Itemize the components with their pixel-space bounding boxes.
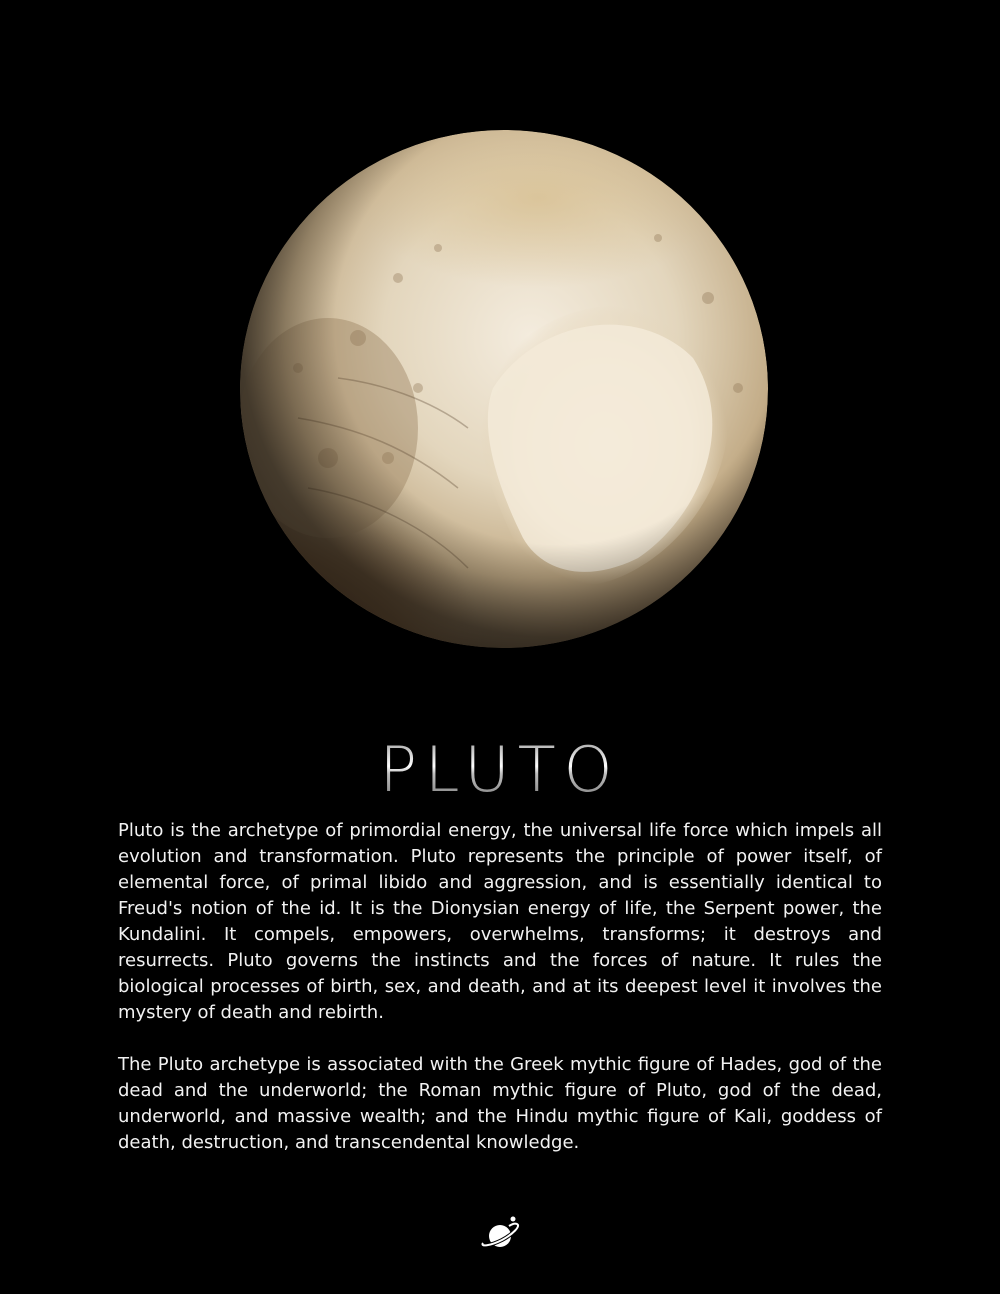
description-text (118, 818, 882, 1156)
description-paragraph: Pluto is the archetype of primordial energy, the universal life force which impels all evolution and transformation. Pluto represents the principle of power itself, of elemental force, of primal libido and aggression, and is essentially identical to Freud's notion of the id. It is the Dionysian energy of life, the Serpent power, the Kundalini. It compels, empowers, overwhelms, transforms; it destroys and resurrects. Pluto governs the instincts and the forces of nature. It rules the biological processes of birth, sex, and death, and at its deepest level it involves the mystery of death and rebirth. (118, 820, 882, 1023)
planet-icon (480, 1215, 520, 1253)
pluto-image (238, 128, 770, 650)
description-paragraph: The Pluto archetype is associated with the Greek mythic figure of Hades, god of the dead and the underworld; the Roman mythic figure of Pluto, god of the dead, underworld, and massive wealth; and the Hindu mythic figure of Kali, goddess of death, destruction, and transcendental knowledge. (118, 1054, 882, 1153)
planet-title: PLUTO (0, 732, 1000, 808)
